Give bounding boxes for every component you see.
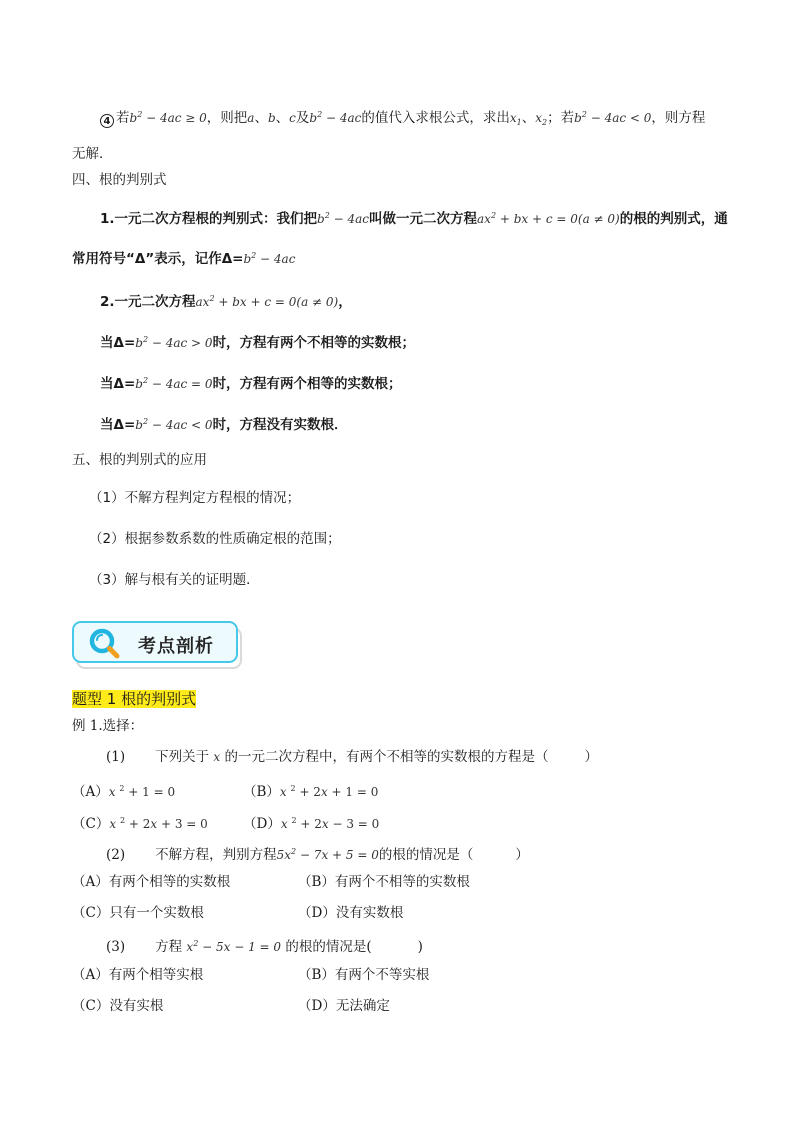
example-intro: 例 1.选择： [72, 718, 144, 734]
intro-line: 4 若$b^2 - 4ac \ge 0$，则把a、b、c及$b^2 - 4ac$的值代入求根公式，求出$x_1$、$x_2$；若$b^2 - 4ac < 0$，则方程 [100, 106, 705, 132]
banner-title: 考点剖析 [138, 636, 214, 657]
discriminant-definition-cont: 常用符号“Δ”表示，记作$\Delta=b^2 - 4ac$ [72, 251, 296, 267]
discriminant-cases-intro: 2.一元二次方程$ax^2$ + bx + c = 0(a ≠ 0)， [100, 294, 352, 310]
intro-continuation: 无解． [72, 146, 113, 162]
q2-option-b[interactable]: （B）有两个不相等的实数根 [298, 874, 470, 890]
question-3: (3) 方程 $x^2 - 5x - 1 = 0$ 的根的情况是( ) [106, 939, 423, 955]
application-item: （1）不解方程判定方程根的情况； [89, 490, 301, 506]
q3-option-d[interactable]: （D）无法确定 [298, 998, 390, 1014]
q1-option-c[interactable]: （C）x $^2$ + 2x + 3 = 0 [72, 816, 208, 832]
q3-option-b[interactable]: （B）有两个不等实根 [298, 967, 430, 983]
q1-option-d[interactable]: （D）x $^2$ + 2x − 3 = 0 [243, 816, 380, 832]
question-2: (2) 不解方程，判别方程$5x^2 - 7x + 5 = 0$的根的情况是（ ） [106, 847, 529, 863]
section-4-title: 四、根的判别式 [72, 172, 167, 188]
case-negative: 当$\Delta=b^2 - 4ac < 0$时，方程没有实数根． [100, 417, 348, 433]
discriminant-definition: 1.一元二次方程根的判别式：我们把$b^2 - 4ac$叫做一元二次方程$ax^2$ + bx + c = 0(a ≠ 0)的根的判别式，通 [100, 211, 728, 227]
application-item: （2）根据参数系数的性质确定根的范围； [89, 531, 341, 547]
q3-option-a[interactable]: （A）有两个相等实根 [72, 967, 204, 983]
section-banner [72, 621, 244, 669]
magnifier-icon [88, 627, 122, 661]
q2-option-c[interactable]: （C）只有一个实数根 [72, 905, 204, 921]
q3-option-c[interactable]: （C）没有实根 [72, 998, 164, 1014]
application-item: （3）解与根有关的证明题． [89, 572, 260, 588]
case-positive: 当$\Delta=b^2 - 4ac > 0$时，方程有两个不相等的实数根； [100, 335, 416, 351]
question-1: (1) 下列关于 x 的一元二次方程中，有两个不相等的实数根的方程是（ ） [106, 749, 598, 765]
section-5-title: 五、根的判别式的应用 [72, 452, 207, 468]
q2-option-a[interactable]: （A）有两个相等的实数根 [72, 874, 231, 890]
q1-option-a[interactable]: （A）x $^2$ + 1 = 0 [72, 784, 176, 800]
circled-number: 4 [100, 114, 114, 128]
q2-option-d[interactable]: （D）没有实数根 [298, 905, 404, 921]
q1-option-b[interactable]: （B）x $^2$ + 2x + 1 = 0 [243, 784, 379, 800]
case-zero: 当$\Delta=b^2 - 4ac = 0$时，方程有两个相等的实数根； [100, 376, 402, 392]
type-heading: 题型 1 根的判别式 [72, 690, 197, 708]
